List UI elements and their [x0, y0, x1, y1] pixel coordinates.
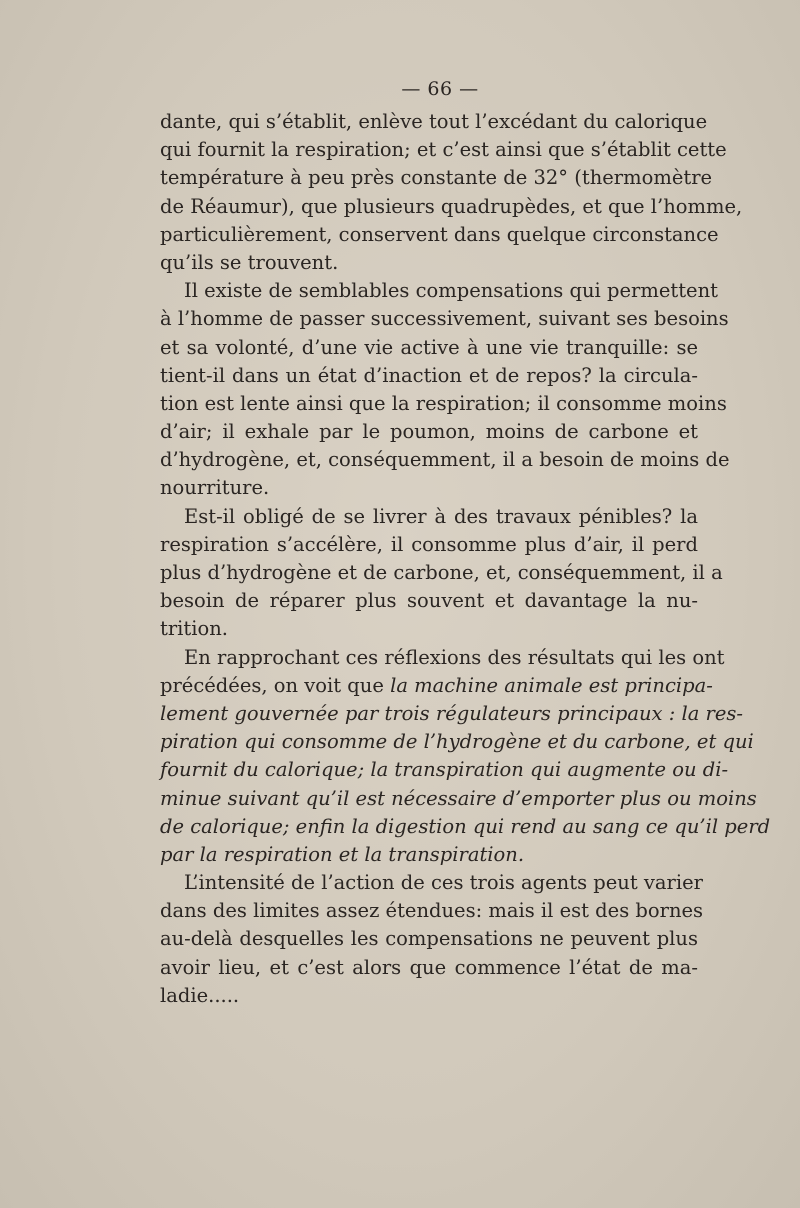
text-line: dante, qui s’établit, enlève tout l’excédant du calorique — [160, 110, 708, 133]
text-line: nourriture. — [160, 476, 270, 500]
italic-text: minue suivant qu’il est nécessaire d’emporter plus ou moins — [160, 786, 757, 810]
text-line — [160, 700, 744, 728]
italic-text: la machine animale est principa- — [390, 673, 713, 697]
text-line: tient-il dans un état d’inaction et de repos? la circula- — [160, 363, 698, 387]
text-line: particulièrement, conservent dans quelque circonstance — [160, 222, 719, 246]
text-line: dans des limites assez étendues: mais il est des bornes — [160, 899, 704, 923]
page-number: — 66 — — [401, 78, 479, 100]
paragraph — [160, 277, 730, 503]
italic-text: fournit du calorique; la transpiration qui augmente ou di- — [160, 758, 729, 782]
text-line: d’air; il exhale par le poumon, moins de carbone et — [160, 420, 698, 444]
paragraph — [160, 644, 771, 870]
text-line — [160, 841, 698, 869]
text-line: de Réaumur), que plusieurs quadrupèdes, et que l’homme, — [160, 194, 743, 218]
paragraph — [160, 503, 723, 644]
text-line: tion est lente ainsi que la respiration; il consomme moins — [160, 391, 727, 415]
body-text — [160, 108, 771, 1010]
text-line: L’intensité de l’action de ces trois agents peut varier — [184, 871, 703, 895]
text-line: plus d’hydrogène et de carbone, et, conséquemment, il a — [160, 561, 723, 584]
paragraph — [160, 108, 743, 277]
text-line: qui fournit la respiration; et c’est ainsi que s’établit cette — [160, 138, 727, 162]
italic-text: piration qui consomme de l’hydrogène et du carbone, et qui — [160, 730, 754, 754]
text-line: En rapprochant ces réflexions des résultats qui les ont — [184, 645, 725, 669]
italic-text: par la respiration et la transpiration. — [160, 842, 525, 866]
text-line: température à peu près constante de 32° (thermomètre — [160, 166, 713, 190]
text-line: Il existe de semblables compensations qui permettent — [184, 279, 718, 303]
text-line: d’hydrogène, et, conséquemment, il a besoin de moins de — [160, 448, 730, 472]
text-line: besoin de réparer plus souvent et davantage la nu- — [160, 589, 698, 613]
text-line: avoir lieu, et c’est alors que commence l’état de ma- — [160, 955, 698, 979]
text-line: trition. — [160, 617, 228, 641]
text-line: respiration s’accélère, il consomme plus d’air, il perd — [160, 532, 698, 556]
text-line — [160, 785, 757, 813]
text-line — [160, 728, 754, 756]
text-line: et sa volonté, d’une vie active à une vie tranquille: se — [160, 335, 698, 359]
text-line: Est-il obligé de se livrer à des travaux pénibles? la — [184, 504, 698, 528]
text-line: au-delà desquelles les compensations ne peuvent plus — [160, 927, 698, 951]
paragraph — [160, 869, 704, 1010]
text-line — [160, 813, 771, 841]
italic-text: lement gouvernée par trois régulateurs principaux : la res- — [160, 701, 744, 725]
text-line — [160, 756, 729, 784]
text-line: qu’ils se trouvent. — [160, 250, 339, 274]
text-line: précédées, on voit que la machine animale est principa- — [160, 673, 713, 697]
text-line: ladie..... — [160, 983, 240, 1007]
italic-text: de calorique; enfin la digestion qui rend au sang ce qu’il perd — [160, 814, 771, 838]
text-line: à l’homme de passer successivement, suivant ses besoins — [160, 307, 729, 331]
